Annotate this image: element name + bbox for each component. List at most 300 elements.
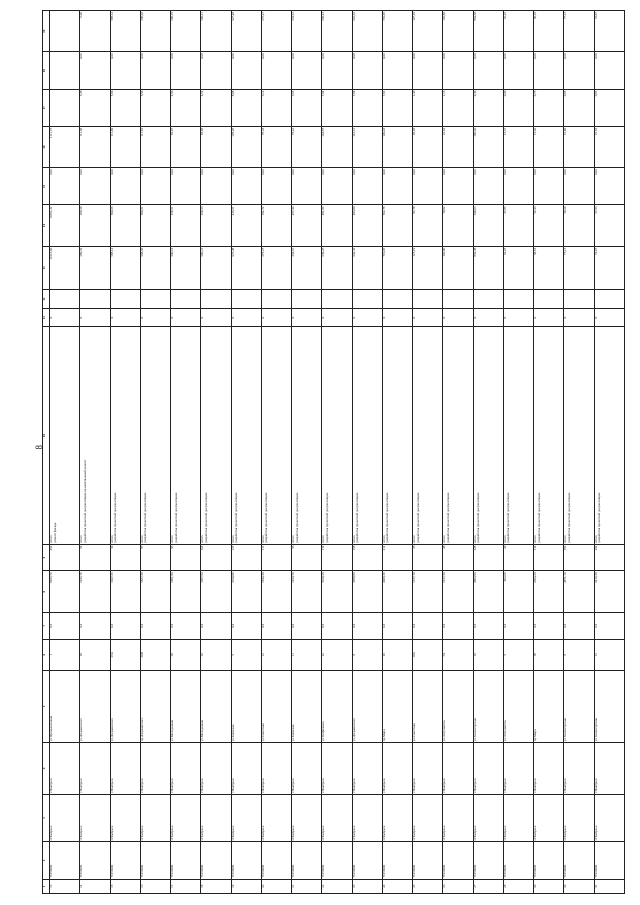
cell-ukey: Х [564, 308, 594, 327]
work-type: итого [502, 535, 507, 543]
cell-house: 66 [171, 639, 201, 670]
cell-mun: г.Ноябрьск [80, 794, 110, 842]
cell-no: 17 [171, 879, 201, 893]
cell-area: 3330,90 [231, 571, 261, 612]
cell-mun: г.Ноябрьск [50, 794, 80, 842]
cell-c13: 149,43 [382, 126, 412, 167]
cell-area: 3415,30 [594, 571, 625, 612]
cell-city: г.Ноябрьск [322, 743, 352, 795]
cell-code: 71956000 [473, 842, 503, 879]
cell-c17: 0,00 [292, 52, 322, 89]
cell-ukey: Х [413, 308, 443, 327]
cell-c17: 0,00 [503, 52, 533, 89]
cell-qty: 111 [261, 544, 291, 571]
cell-sec: КЗ [201, 612, 231, 639]
cell-house: 62 [201, 639, 231, 670]
cell-area: 8295,70 [50, 571, 80, 612]
cell-ukey: Х [503, 308, 533, 327]
cell-c10: 493,80 [352, 205, 382, 246]
column-header: 13 [43, 246, 50, 289]
cell-c17: 0,00 [473, 52, 503, 89]
cell-c19: 642,32 [352, 11, 382, 52]
cell-house: 26 [382, 639, 412, 670]
cell-sec: КЗ [534, 612, 564, 639]
work-note: разработка проектной документации [264, 492, 269, 543]
cell-area: 1945,70 [80, 571, 110, 612]
cell-c17: 0,00 [594, 52, 625, 89]
column-header: 2 [43, 842, 50, 879]
cell-mun: г.Ноябрьск [413, 794, 443, 842]
cell-sec: КЗ [80, 612, 110, 639]
cell-street: ул.Энтузиастов [443, 670, 473, 742]
cell-no: 26 [443, 879, 473, 893]
cell-c19: 719,05 [382, 11, 412, 52]
cell-work [443, 327, 473, 544]
cell-c15: 7,09 [352, 89, 382, 126]
cell-cnt [80, 290, 110, 309]
cell-mun: г.Ноябрьск [201, 794, 231, 842]
cell-city: г.Ноябрьск [201, 743, 231, 795]
table-row [443, 11, 473, 894]
cell-street: ул.Советская [261, 670, 291, 742]
cell-sec: КЗ [261, 612, 291, 639]
work-type: итого [139, 535, 144, 543]
cell-code: 71956000 [352, 842, 382, 879]
cell-mun: г.Ноябрьск [534, 794, 564, 842]
cell-house: 6 [231, 639, 261, 670]
table-row [352, 11, 382, 894]
cell-ukey: Х [473, 308, 503, 327]
cell-work [473, 327, 503, 544]
cell-code: 71956000 [201, 842, 231, 879]
cell-code: 71956000 [594, 842, 625, 879]
cell-c13: 111,68 [80, 126, 110, 167]
cell-c13: 83,97 [171, 126, 201, 167]
cell-sec: КЗ [594, 612, 625, 639]
column-header: 18 [43, 52, 50, 89]
work-type: итого [200, 535, 205, 543]
cell-c17: 0,00 [534, 52, 564, 89]
cell-ukey: Х [110, 308, 140, 327]
cell-sec: КЗ [413, 612, 443, 639]
cell-c17: 0,00 [322, 52, 352, 89]
cell-qty: 228 [473, 544, 503, 571]
cell-cnt [382, 290, 412, 309]
cell-work [292, 327, 322, 544]
cell-c19: 102,80 [443, 11, 473, 52]
cell-c17: 0,00 [564, 52, 594, 89]
cell-cnt [292, 290, 322, 309]
column-header: 9 [43, 544, 50, 571]
column-number-header [43, 11, 50, 894]
cell-c17: 0,00 [171, 52, 201, 89]
cell-area: 1017,50 [443, 571, 473, 612]
work-note: разработка проектной документации [234, 492, 239, 543]
work-note: разработка проектной документации [445, 492, 450, 543]
cell-c17: 0,00 [110, 52, 140, 89]
cell-street: ул.Дзержинского [110, 670, 140, 742]
cell-city: г.Ноябрьск [413, 743, 443, 795]
work-note: разработка проектной документации на капитальный ремонт [82, 459, 87, 543]
cell-c19: 62,25 [503, 11, 533, 52]
cell-c12: 0,00 [201, 168, 231, 205]
cell-c15: 1,15 [443, 89, 473, 126]
cell-area: 4871,10 [564, 571, 594, 612]
cell-mun: г.Ноябрьск [503, 794, 533, 842]
cell-total: 62,25 [503, 246, 533, 289]
cell-c10: 289,59 [80, 205, 110, 246]
cell-total: 639,23 [322, 246, 352, 289]
work-note: разработка проектной документации [385, 492, 390, 543]
cell-work [171, 327, 201, 544]
cell-cnt [322, 290, 352, 309]
cell-c19: 590,21 [201, 11, 231, 52]
cell-house: 7А [443, 639, 473, 670]
page-number: 8 [34, 445, 44, 450]
cell-c15: 6,12 [261, 89, 291, 126]
cell-cnt [473, 290, 503, 309]
cell-qty: 212 [382, 544, 412, 571]
cell-qty: 114 [534, 544, 564, 571]
cell-c12: 0,00 [534, 168, 564, 205]
cell-sec: КЗ [50, 612, 80, 639]
cell-qty: 104 [201, 544, 231, 571]
column-header: 4 [43, 743, 50, 795]
work-type: итого [442, 535, 447, 543]
cell-total: 588,14 [110, 246, 140, 289]
work-note: разработка проектной документации [415, 492, 420, 543]
cell-c13: 178,28 [231, 126, 261, 167]
column-header: 19 [43, 11, 50, 52]
cell-c15: 8,98 [231, 89, 261, 126]
cell-cnt [110, 290, 140, 309]
cell-c12: 0,00 [231, 168, 261, 205]
cell-qty: 54 [110, 544, 140, 571]
cell-c13: 76,33 [261, 126, 291, 167]
cell-c12: 0,00 [171, 168, 201, 205]
table-row [564, 11, 594, 894]
cell-city: г.Ноябрьск [140, 743, 170, 795]
cell-work [261, 327, 291, 544]
cell-c13: 15,02 [534, 126, 564, 167]
cell-area: 1947,33 [110, 571, 140, 612]
cell-work [322, 327, 352, 544]
cell-code: 71956000 [322, 842, 352, 879]
cell-c17: 0,00 [261, 52, 291, 89]
table-row [201, 11, 231, 894]
column-header: 3 [43, 794, 50, 842]
cell-c10: 590,66 [110, 205, 140, 246]
cell-qty: 137 [231, 544, 261, 571]
cell-mun: г.Ноябрьск [110, 794, 140, 842]
cell-c19: 627,48 [231, 11, 261, 52]
cell-work [382, 327, 412, 544]
cell-mun: г.Ноябрьск [261, 794, 291, 842]
cell-c15: 1,40 [413, 89, 443, 126]
cell-total: 334,61 [292, 246, 322, 289]
work-note: разработка проектной документации [143, 492, 148, 543]
cell-area: 1460,70 [292, 571, 322, 612]
cell-ukey: Х [534, 308, 564, 327]
cell-area: 4893,90 [473, 571, 503, 612]
work-note: разработка проектной документации [536, 492, 541, 543]
work-note: разработка проектной документации [203, 492, 208, 543]
cell-qty: 54 [80, 544, 110, 571]
cell-cnt [443, 290, 473, 309]
cell-c12: 0,00 [594, 168, 625, 205]
work-note: разработка проектной документации [355, 492, 360, 543]
cell-total: 719,05 [382, 246, 412, 289]
cell-c13: 75,42 [292, 126, 322, 167]
cell-street: ул.Промышленная [50, 670, 80, 742]
cell-c19: 74,97 [594, 11, 625, 52]
cell-qty: 56 [292, 544, 322, 571]
cell-c10: 59,29 [564, 205, 594, 246]
cell-mun: г.Ноябрьск [322, 794, 352, 842]
cell-total: 508,03 [140, 246, 170, 289]
cell-house: 6 [503, 639, 533, 670]
cell-house: 12 [261, 639, 291, 670]
column-header: 12 [43, 290, 50, 309]
cell-c15: 5,60 [110, 89, 140, 126]
cell-no: 30 [564, 879, 594, 893]
table-row [261, 11, 291, 894]
column-header: 17 [43, 89, 50, 126]
cell-c12: 0,00 [50, 168, 80, 205]
work-note: разработка проектной документации [173, 492, 178, 543]
column-header: 10 [43, 327, 50, 544]
cell-c10: 257,44 [292, 205, 322, 246]
cell-c17: 0,00 [382, 52, 412, 89]
cell-qty: 182 [564, 544, 594, 571]
cell-c19 [50, 11, 80, 52]
work-note: разработка проектной документации [566, 492, 571, 543]
cell-code: 71956000 [443, 842, 473, 879]
cell-mun: г.Ноябрьск [231, 794, 261, 842]
cell-work [140, 327, 170, 544]
column-header: 8 [43, 571, 50, 612]
cell-ukey: Х [201, 308, 231, 327]
cell-no: 27 [473, 879, 503, 893]
cell-house: 38 [534, 639, 564, 670]
work-type: итого [230, 535, 235, 543]
cell-area: 1981,90 [171, 571, 201, 612]
cell-c15: 0,75 [534, 89, 564, 126]
cell-street: ул.Геофизиков [322, 670, 352, 742]
cell-c10: 649,03 [473, 205, 503, 246]
cell-sec: КЗ [231, 612, 261, 639]
cell-code: 71956000 [382, 842, 412, 879]
work-type: итого [79, 535, 84, 543]
cell-c15: 9,30 [473, 89, 503, 126]
work-type: итого [351, 535, 356, 543]
cell-sec: КЗ [443, 612, 473, 639]
work-type: итого [533, 535, 537, 543]
column-header: 7 [43, 612, 50, 639]
cell-cnt [140, 290, 170, 309]
column-header: 16 [43, 126, 50, 167]
cell-c13: 83,98 [201, 126, 231, 167]
cell-c19: 68,19 [534, 11, 564, 52]
work-note: разработка проектной документации [597, 492, 602, 543]
cell-ukey: Х [594, 308, 625, 327]
cell-no: 16 [140, 879, 170, 893]
cell-c19: 590,19 [171, 11, 201, 52]
cell-sec: КЗ [352, 612, 382, 639]
cell-house: 1 [50, 639, 80, 670]
column-header: 11 [43, 308, 50, 327]
cell-c10: 79,02 [443, 205, 473, 246]
cell-c12: 0,00 [564, 168, 594, 205]
cell-c10: 491,84 [322, 205, 352, 246]
cell-total: 102,80 [443, 246, 473, 289]
cell-no: 24 [382, 879, 412, 893]
cell-c17: 0,00 [413, 52, 443, 89]
cell-street: ул.Холмогорская [564, 670, 594, 742]
cell-code: 71956000 [564, 842, 594, 879]
cell-no: 20 [261, 879, 291, 893]
work-type: итого [49, 535, 53, 543]
cell-house: 28 [80, 639, 110, 670]
cell-c13: 28,03 [413, 126, 443, 167]
work-type: итого [170, 535, 174, 543]
cell-c12: 0,00 [503, 168, 533, 205]
cell-c17: 0,00 [352, 52, 382, 89]
cell-mun: г.Ноябрьск [594, 794, 625, 842]
cell-code: 71956000 [503, 842, 533, 879]
cell-street: ул.Советская [413, 670, 443, 742]
cell-ukey: Х [322, 308, 352, 327]
cell-code: 71956000 [534, 842, 564, 879]
cell-street: ул.Дзержинского [80, 670, 110, 742]
cell-house: 22 [322, 639, 352, 670]
work-note: разработка проектной документации [113, 492, 118, 543]
column-header: 15 [43, 168, 50, 205]
cell-ukey: Х [80, 308, 110, 327]
cell-street: пр.Дзержинского [140, 670, 170, 742]
cell-street: ул.Энтузиастов [503, 670, 533, 742]
cell-sec: КЗ [564, 612, 594, 639]
cell-total: 14113,90 [50, 246, 80, 289]
cell-cnt [534, 290, 564, 309]
cell-city: г.Ноябрьск [503, 743, 533, 795]
cell-c10: 259,53 [201, 205, 231, 246]
cell-city: г.Ноябрьск [534, 743, 564, 795]
cell-ukey: Х [231, 308, 261, 327]
work-type: итого [412, 535, 416, 543]
cell-street: ул.Киевская [231, 670, 261, 742]
cell-no: 21 [292, 879, 322, 893]
cell-code: 71956000 [80, 842, 110, 879]
cell-code: 71956000 [292, 842, 322, 879]
cell-c12: 0,00 [352, 168, 382, 205]
cell-area: 1827,30 [140, 571, 170, 612]
document-body [42, 10, 625, 894]
cell-c12: 0,00 [413, 168, 443, 205]
table-row [322, 11, 352, 894]
cell-total: 68,19 [534, 246, 564, 289]
work-note: разработка проектной документации [294, 492, 299, 543]
cell-mun: г.Ноябрьск [140, 794, 170, 842]
cell-house: 26А [110, 639, 140, 670]
cell-work [231, 327, 261, 544]
cell-total: 642,32 [352, 246, 382, 289]
cell-mun: г.Ноябрьск [382, 794, 412, 842]
cell-street: ул.Киевская [292, 670, 322, 742]
work-note: разработка проектной документации [476, 492, 481, 543]
cell-mun: г.Ноябрьск [171, 794, 201, 842]
cell-sec: КЗ [171, 612, 201, 639]
cell-cnt [413, 290, 443, 309]
work-type: итого [381, 535, 386, 543]
cell-total: 590,21 [201, 246, 231, 289]
cell-city: г.Ноябрьск [50, 743, 80, 795]
cell-c19: 334,61 [292, 11, 322, 52]
cell-ukey: Х [171, 308, 201, 327]
cell-c15: 5,60 [140, 89, 170, 126]
cell-area: 2304,20 [534, 571, 564, 612]
cell-c19: 508,03 [140, 11, 170, 52]
cell-no: 29 [534, 879, 564, 893]
cell-c15: 3,65 [292, 89, 322, 126]
cell-c12: 0,00 [292, 168, 322, 205]
cell-total: 74,97 [594, 246, 625, 289]
cell-c17 [50, 52, 80, 89]
cell-area: 3329,20 [322, 571, 352, 612]
cell-c10: 562,78 [382, 205, 412, 246]
cell-c15: 4,52 [201, 89, 231, 126]
cell-sec: КЗ [140, 612, 170, 639]
cell-street: пр.Мира [382, 670, 412, 742]
table-row [231, 11, 261, 894]
table-row [50, 11, 80, 894]
cell-city: г.Ноябрьск [594, 743, 625, 795]
cell-c10: 259,51 [171, 205, 201, 246]
cell-c13: 111,82 [140, 126, 170, 167]
table-row [413, 11, 443, 894]
work-type: итого [109, 535, 114, 543]
cell-cnt [231, 290, 261, 309]
cell-cnt [50, 290, 80, 309]
cell-qty: 87 [140, 544, 170, 571]
table-row [473, 11, 503, 894]
cell-c19: 864,38 [473, 11, 503, 52]
cell-c19: 127,19 [413, 11, 443, 52]
cell-city: г.Ноябрьск [231, 743, 261, 795]
cell-area: 1377,10 [413, 571, 443, 612]
cell-sec: КЗ [473, 612, 503, 639]
cell-street: ул.Молодежная [171, 670, 201, 742]
cell-c13: 16,99 [564, 126, 594, 167]
cell-c13: 141,12 [352, 126, 382, 167]
cell-no: 19 [231, 879, 261, 893]
cell-c13: 13,72 [503, 126, 533, 167]
cell-c10: 97,78 [413, 205, 443, 246]
cell-work [110, 327, 140, 544]
cell-code: 71956000 [50, 842, 80, 879]
cell-qty: 158 [352, 544, 382, 571]
cell-area: 1840,30 [261, 571, 291, 612]
cell-code: 71956000 [413, 842, 443, 879]
cell-no: 25 [413, 879, 443, 893]
cell-cnt [171, 290, 201, 309]
table-row [503, 11, 533, 894]
cell-street: пр.Мира [534, 670, 564, 742]
cell-c17: 0,00 [231, 52, 261, 89]
cell-total: 289,64 [80, 246, 110, 289]
cell-house: 18А [413, 639, 443, 670]
work-note: разработка проектной документации [506, 492, 511, 543]
